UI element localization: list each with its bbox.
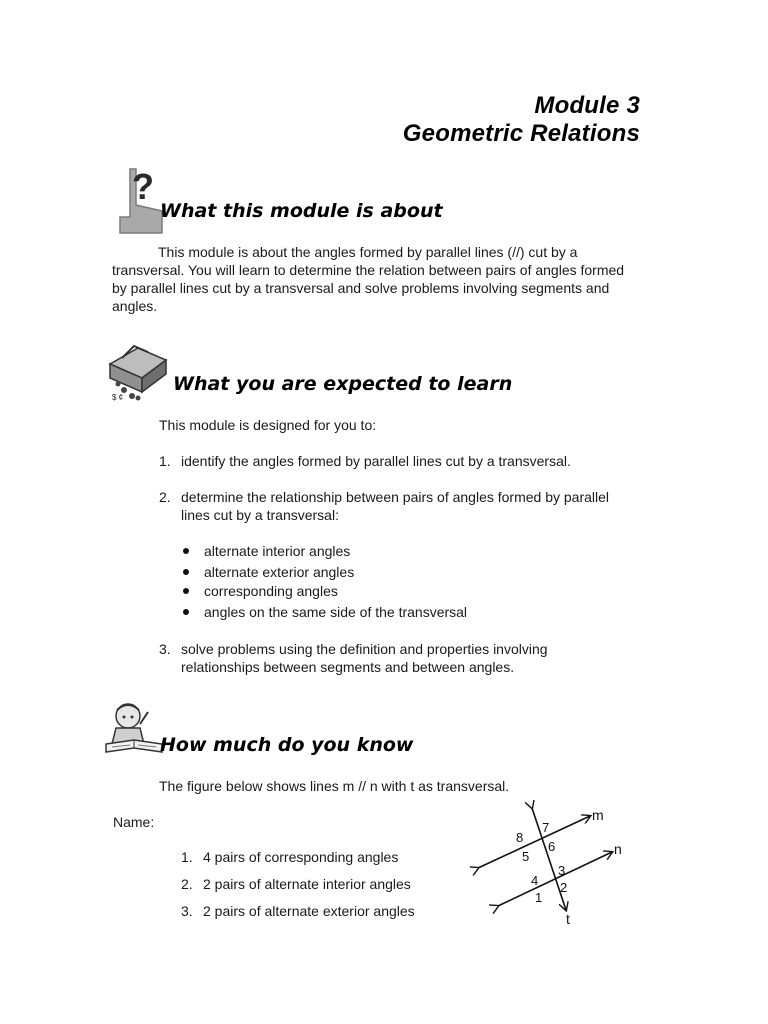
expected-intro: This module is designed for you to: [159,417,377,433]
question-2-number: 2. [181,876,193,892]
toolbox-icon [104,340,174,402]
transversal-figure [470,800,630,930]
angle-label-1: 1 [535,890,543,905]
angle-label-6: 6 [548,839,556,854]
svg-text:?: ? [132,167,154,207]
bullet-icon [183,548,189,554]
label-t: t [566,911,570,927]
bullet-alternate-interior: alternate interior angles [204,543,351,559]
angle-label-8: 8 [516,830,524,845]
bullet-icon [183,569,189,575]
question-3-number: 3. [181,903,193,919]
angle-label-2: 2 [560,880,568,895]
know-intro: The figure below shows lines m // n with t as transversal. [159,778,510,794]
name-label: Name: [113,814,155,830]
section-heading-about: What this module is about [160,200,443,222]
student-reading-icon [104,700,166,758]
label-n: n [614,841,622,857]
question-3-text: 2 pairs of alternate exterior angles [203,903,415,919]
objective-1-text: identify the angles formed by parallel lines cut by a transversal. [181,453,571,469]
bullet-alternate-exterior: alternate exterior angles [204,564,355,580]
question-2-text: 2 pairs of alternate interior angles [203,876,411,892]
angle-label-4: 4 [531,873,539,888]
objective-2-text-line1: determine the relationship between pairs of angles formed by parallel [181,489,610,505]
angle-label-7: 7 [542,820,550,835]
question-1-number: 1. [181,849,193,865]
module-subtitle: Geometric Relations [402,120,640,147]
objective-3-number: 3. [159,641,171,657]
objective-3-text-line2: relationships between segments and between angles. [181,659,515,675]
section-heading-expected: What you are expected to learn [173,373,513,395]
line-m [478,816,590,868]
question-mark-icon [116,167,166,239]
objective-2-number: 2. [159,489,171,505]
angle-label-3: 3 [558,863,566,878]
svg-text:$ ¢: $ ¢ [112,393,124,402]
bullet-same-side: angles on the same side of the transversal [204,604,468,620]
bullet-icon [183,609,189,615]
bullet-corresponding: corresponding angles [204,583,338,599]
module-title: Module 3 [534,92,640,119]
question-1-text: 4 pairs of corresponding angles [203,849,399,865]
angle-label-5: 5 [522,849,530,864]
angle-types-list [183,542,503,622]
label-m: m [592,807,604,823]
objective-2-text-line2: lines cut by a transversal: [181,507,339,523]
section-heading-know: How much do you know [160,734,414,756]
objective-3-text-line1: solve problems using the definition and properties involving [181,641,548,657]
objective-1-number: 1. [159,453,171,469]
about-paragraph: This module is about the angles formed by parallel lines (//) cut by a transversal. You will learn to determine the relation between pairs of angles formed by parallel lines cut by a transversal and solve problems involving segments and angles. [112,244,625,314]
bullet-icon [183,588,189,594]
